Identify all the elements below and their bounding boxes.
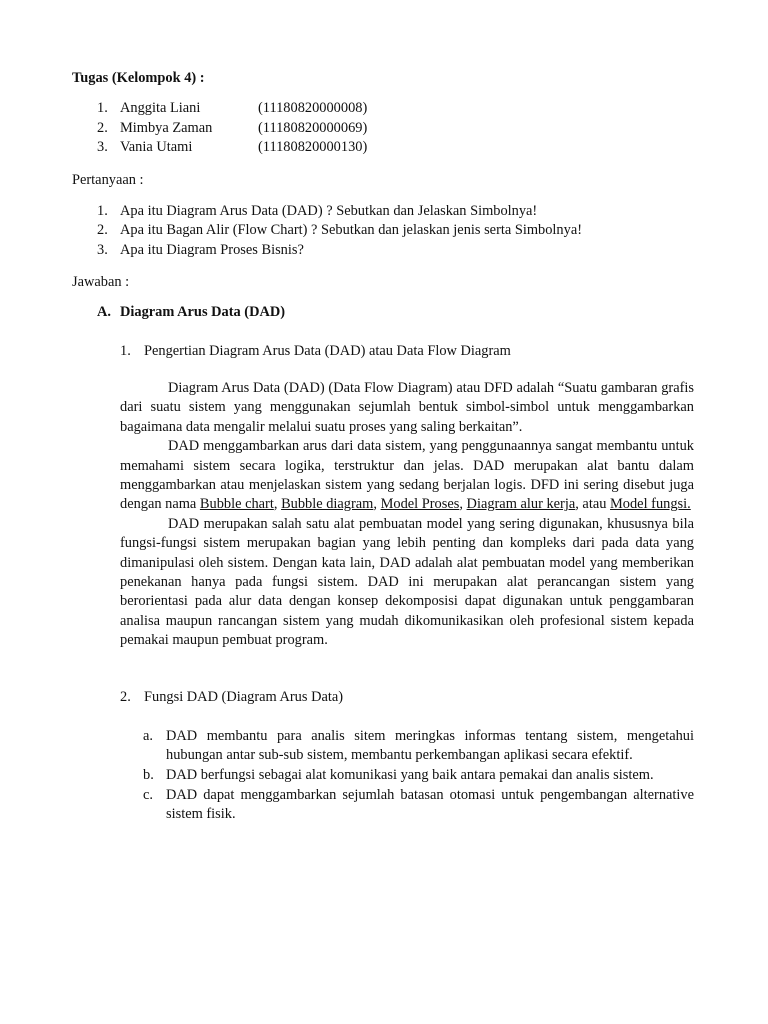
function-label: b. bbox=[143, 767, 154, 783]
function-text: DAD berfungsi sebagai alat komunikasi yang baik antara pemakai dan analis sistem. bbox=[166, 767, 654, 783]
question-number: 3. bbox=[97, 242, 108, 258]
member-id: (11180820000008) bbox=[258, 100, 368, 116]
assignment-title: Tugas (Kelompok 4) : bbox=[72, 70, 205, 86]
answers-heading: Jawaban : bbox=[72, 274, 130, 290]
subsection-number: 2. bbox=[120, 689, 131, 705]
member-number: 1. bbox=[97, 100, 108, 116]
function-label: c. bbox=[143, 787, 153, 803]
link-model-fungsi[interactable]: Model fungsi. bbox=[610, 496, 691, 513]
separator: , atau bbox=[575, 496, 610, 513]
question-number: 1. bbox=[97, 203, 108, 219]
definition-body bbox=[120, 379, 694, 651]
member-number: 3. bbox=[97, 139, 108, 155]
member-name: Vania Utami bbox=[120, 139, 193, 155]
link-bubble-chart[interactable]: Bubble chart bbox=[199, 496, 274, 513]
questions-heading: Pertanyaan : bbox=[72, 172, 144, 188]
subsection-title: Fungsi DAD (Diagram Arus Data) bbox=[144, 689, 344, 705]
paragraph-modeling-tool: DAD merupakan salah satu alat pembuatan model yang sering digunakan, khususnya bila fungsi-fungsi sistem merupakan bagian yang lebih penting dan kompleks dari pada data yang dimanipulasi oleh sistem. Dengan kata lain, DAD adalah alat pembuatan model yang memberikan penekanan hanya pada fungsi sistem. DAD ini merupakan alat perancangan sistem yang berorientasi pada alur data dengan konsep dekomposisi dapat digunakan untuk penggambaran analisa maupun rancangan sistem yang mudah dikomunikasikan oleh profesional sistem kepada pemakai maupun pembuat program. bbox=[120, 515, 694, 649]
member-name: Mimbya Zaman bbox=[120, 120, 213, 136]
link-bubble-diagram[interactable]: Bubble diagram bbox=[281, 496, 374, 513]
member-id: (11180820000069) bbox=[258, 120, 368, 136]
paragraph-dad-description bbox=[120, 437, 694, 515]
question-number: 2. bbox=[97, 222, 108, 238]
subsection-number: 1. bbox=[120, 343, 131, 359]
question-text: Apa itu Bagan Alir (Flow Chart) ? Sebutkan dan jelaskan jenis serta Simbolnya! bbox=[120, 222, 583, 238]
separator: , bbox=[373, 496, 381, 513]
function-text: DAD dapat menggambarkan sejumlah batasan otomasi untuk pengembangan alternative sistem fisik. bbox=[166, 787, 694, 823]
subsection-title: Pengertian Diagram Arus Data (DAD) atau Data Flow Diagram bbox=[144, 343, 511, 359]
question-text: Apa itu Diagram Proses Bisnis? bbox=[120, 242, 304, 258]
function-text: DAD membantu para analis sitem meringkas informas tentang sistem, mengetahui hubungan antar sub-sub sistem, membantu perkembangan aplikasi secara efektif. bbox=[166, 728, 694, 764]
member-name: Anggita Liani bbox=[120, 100, 201, 116]
function-label: a. bbox=[143, 728, 153, 744]
question-text: Apa itu Diagram Arus Data (DAD) ? Sebutkan dan Jelaskan Simbolnya! bbox=[120, 203, 538, 219]
separator: , bbox=[273, 496, 282, 513]
paragraph-text: DAD menggambarkan arus dari data sistem, yang penggunaannya sangat membantu untuk memahami sistem secara logika, terstruktur dan jelas. DAD merupakan alat bantu dalam menggambarkan atau menjelaskan sistem yang sedang berjalan logis. DFD ini sering disebut juga dengan nama bbox=[120, 438, 694, 513]
separator: , bbox=[459, 496, 467, 513]
member-number: 2. bbox=[97, 120, 108, 136]
section-a-title: Diagram Arus Data (DAD) bbox=[120, 304, 286, 320]
section-a-label: A. bbox=[97, 304, 111, 320]
paragraph-definition: Diagram Arus Data (DAD) (Data Flow Diagram) atau DFD adalah “Suatu gambaran grafis dari suatu sistem yang menggunakan sejumlah bentuk simbol-simbol untuk menggambarkan bagaimana data mengalir melalui suatu proses yang saling berkaitan”. bbox=[120, 380, 694, 435]
member-id: (11180820000130) bbox=[258, 139, 368, 155]
link-model-proses[interactable]: Model Proses bbox=[380, 496, 460, 513]
link-diagram-alur-kerja[interactable]: Diagram alur kerja bbox=[466, 496, 576, 513]
